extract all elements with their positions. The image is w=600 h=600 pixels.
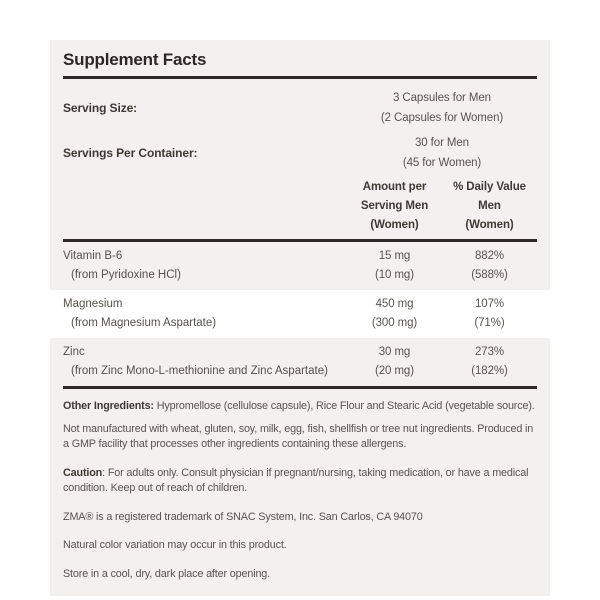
- nutrient-source: (from Zinc Mono-L-methionine and Zinc Aspartate): [71, 365, 328, 377]
- daily-value-men: 107%: [474, 298, 504, 310]
- caution-text: : For adults only. Consult physician if pregnant/nursing, taking medication, or have a medical condition. Keep out of reach of children.: [63, 466, 529, 494]
- nutrient-name-cell: [63, 343, 347, 381]
- amount-men: 30 mg: [378, 346, 411, 358]
- servings-per-container-men: 30 for Men: [415, 137, 469, 149]
- daily-value-women: (182%): [471, 365, 508, 377]
- daily-value-header-line-3: (Women): [465, 219, 514, 231]
- daily-value-cell: [442, 295, 537, 333]
- table-header-row: [63, 178, 537, 235]
- table-row-zinc: [50, 338, 550, 386]
- nutrient-name: Zinc: [63, 346, 85, 358]
- daily-value-cell: [442, 247, 537, 285]
- allergen-statement: Not manufactured with wheat, gluten, soy, milk, egg, fish, shellfish or tree nut ingredients. Produced in a GMP facility that processes other ingredients containing these allergens.: [63, 422, 534, 450]
- amount-men: 450 mg: [375, 298, 414, 310]
- daily-value-women: (588%): [471, 269, 508, 281]
- nutrient-table: [50, 242, 550, 386]
- amount-header-line-3: (Women): [370, 219, 419, 231]
- amount-header-line-1: Amount per: [362, 181, 427, 193]
- nutrient-name: Vitamin B-6: [63, 250, 123, 262]
- nutrient-name-cell: [63, 247, 347, 285]
- nutrient-source: (from Magnesium Aspartate): [71, 317, 217, 329]
- supplement-facts-panel: [50, 40, 550, 596]
- daily-value-women: (71%): [474, 317, 505, 329]
- amount-header-line-2: Serving Men: [360, 200, 429, 212]
- other-ingredients-text: Hypromellose (cellulose capsule), Rice Flour and Stearic Acid (vegetable source).: [153, 400, 535, 412]
- nutrient-name-cell: [63, 295, 347, 333]
- daily-value-header-line-2: Men: [478, 200, 501, 212]
- amount-cell: [347, 343, 442, 381]
- daily-value-cell: [442, 343, 537, 381]
- amount-men: 15 mg: [378, 250, 411, 262]
- table-row-vitamin-b6: [50, 242, 550, 290]
- storage-statement: Store in a cool, dry, dark place after opening.: [63, 567, 271, 580]
- daily-value-header: [442, 178, 537, 235]
- amount-cell: [347, 295, 442, 333]
- trademark-statement: ZMA® is a registered trademark of SNAC System, Inc. San Carlos, CA 94070: [63, 510, 423, 523]
- amount-women: (20 mg): [375, 365, 414, 377]
- amount-per-serving-header: [347, 178, 442, 235]
- serving-size-men: 3 Capsules for Men: [393, 92, 491, 104]
- title-divider: [63, 76, 537, 79]
- servings-per-container-label: Servings Per Container:: [63, 146, 198, 160]
- daily-value-header-line-1: % Daily Value: [453, 181, 526, 193]
- servings-per-container-row: [63, 133, 537, 173]
- nutrient-name: Magnesium: [63, 298, 123, 310]
- caution-statement: [63, 466, 537, 497]
- caution-label: Caution: [63, 466, 103, 479]
- daily-value-men: 882%: [474, 250, 504, 262]
- serving-size-value: [347, 88, 537, 128]
- other-ingredients-statement: [63, 399, 537, 415]
- nutrient-source: (from Pyridoxine HCl): [71, 269, 181, 281]
- serving-size-women: (2 Capsules for Women): [380, 112, 504, 124]
- color-variation-statement: Natural color variation may occur in this product.: [63, 539, 287, 551]
- servings-per-container-women: (45 for Women): [402, 157, 482, 169]
- servings-per-container-value: [347, 133, 537, 173]
- amount-women: (10 mg): [375, 269, 414, 281]
- amount-cell: [347, 247, 442, 285]
- other-ingredients-label: Other Ingredients:: [63, 400, 154, 412]
- table-row-magnesium: [50, 290, 550, 338]
- serving-size-label: Serving Size:: [63, 101, 138, 115]
- serving-size-row: [63, 88, 537, 128]
- amount-women: (300 mg): [371, 317, 418, 329]
- panel-title: Supplement Facts: [63, 50, 207, 69]
- table-bottom-divider: [63, 386, 537, 389]
- daily-value-men: 273%: [474, 346, 504, 358]
